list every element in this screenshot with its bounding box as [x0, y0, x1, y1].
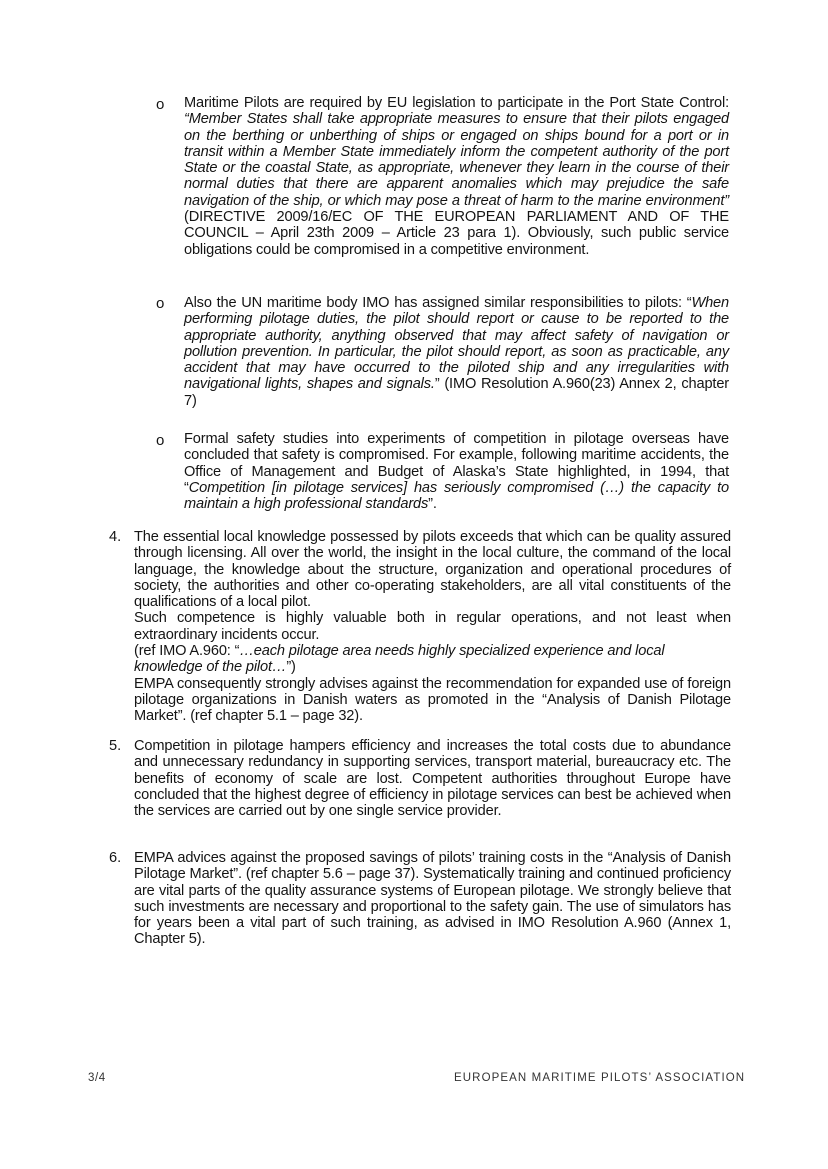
bullet-marker: o [156, 432, 165, 449]
bullet-marker: o [156, 295, 165, 312]
bullet-tail-text: ”. [428, 496, 437, 513]
item-number: 6. [109, 850, 122, 866]
bullet-lead-text: Also the UN maritime body IMO has assigned similar responsibilities to pilots: “ [184, 295, 692, 311]
bullet-tail-text: ” (IMO Resolution A.960(23) Annex 2, chapter 7) [184, 376, 729, 409]
bullet-lead-text: Maritime Pilots are required by EU legislation to participate in the Port State Control: [184, 95, 729, 111]
item-paragraph: Competition in pilotage hampers efficiency and increases the total costs due to abundance and unnecessary redundancy in supporting services, transport material, bureaucracy etc. The benefits of economy of scale are lost. Competent authorities throughout Europe have concluded that the highest degree of efficiency in pilotage services can best be achieved when the services are carried out by one single service provider. [134, 738, 731, 820]
bullet-paragraph-safety-studies [184, 431, 729, 512]
item-paragraph: EMPA advices against the proposed savings of pilots’ training costs in the “Analysis of Danish Pilotage Market”. (ref chapter 5.6 – page 37). Systematically training and continued proficiency are vital parts of the quality assurance systems of European pilotage. We strongly believe that such investments are necessary and proportional to the safety gain. The use of simulators has for years been a vital part of such training, as advised in IMO Resolution A.960 (Annex 1, Chapter 5). [134, 850, 731, 948]
directive-quote: “Member States shall take appropriate measures to ensure that their pilots engaged on the berthing or unberthing of ships or engaged on ships bound for a port or in transit within a Member State immediately inform the competent authority of the port State or the coastal State, as appropriate, whenever they learn in the course of their normal duties that there are apparent anomalies which may prejudice the safe navigation of the ship, or which may pose a threat of harm to the marine environment” [184, 111, 729, 209]
organization-name: EUROPEAN MARITIME PILOTS’ ASSOCIATION [454, 1072, 746, 1084]
imo-quote: When performing pilotage duties, the pilot should report or cause to be reported to the appropriate authority, anything observed that may affect safety of navigation or pollution prevention. In particular, the pilot should report, as soon as practicable, any accident that may have occurred to the piloted ship and any irregularities with navigational lights, shapes and signals. [184, 295, 729, 393]
numbered-item-local-knowledge [134, 529, 731, 725]
item-number: 5. [109, 738, 122, 754]
bullet-marker: o [156, 96, 165, 113]
page-number: 3/4 [88, 1072, 106, 1084]
bullet-lead-text: Formal safety studies into experiments of competition in pilotage overseas have concluded that safety is compromised. For example, following maritime accidents, the Office of Management and Budget of Alaska’s State highlighted, in 1994, that “ [184, 431, 729, 496]
item-paragraph: The essential local knowledge possessed by pilots exceeds that which can be quality assured through licensing. All over the world, the insight in the local culture, the command of the local language, the knowledge about the structure, organization and operational procedures of society, the authorities and other co-operating stakeholders, are all vital constituents of the qualifications of a local pilot. [134, 529, 731, 611]
item-paragraph: EMPA consequently strongly advises against the recommendation for expanded use of foreign pilotage organizations in Danish waters as promoted in the “Analysis of Danish Pilotage Market”. (ref chapter 5.1 – page 32). [134, 675, 731, 725]
item-number: 4. [109, 529, 122, 545]
bullet-tail-text: (DIRECTIVE 2009/16/EC OF THE EUROPEAN PARLIAMENT AND OF THE COUNCIL – April 23th 2009 – Article 23 para 1). Obviously, such public service obligations could be compromised in a competitive environment. [184, 209, 729, 258]
imo-reference: (ref IMO A.960: “…each pilotage area needs highly specialized experience and local knowledge of the pilot…”) [134, 643, 665, 676]
numbered-item-training [134, 850, 731, 948]
bullet-paragraph-imo-responsibilities [184, 295, 729, 409]
bullet-paragraph-port-state-control [184, 95, 729, 258]
numbered-item-efficiency [134, 738, 731, 819]
item-paragraph: Such competence is highly valuable both in regular operations, and not least when extraordinary incidents occur. [134, 610, 731, 643]
imo-reference-quote: …each pilotage area needs highly specialized experience and local knowledge of the pilot… [134, 643, 665, 676]
alaska-quote: Competition [in pilotage services] has seriously compromised (…) the capacity to maintain a high professional standards [184, 479, 729, 513]
